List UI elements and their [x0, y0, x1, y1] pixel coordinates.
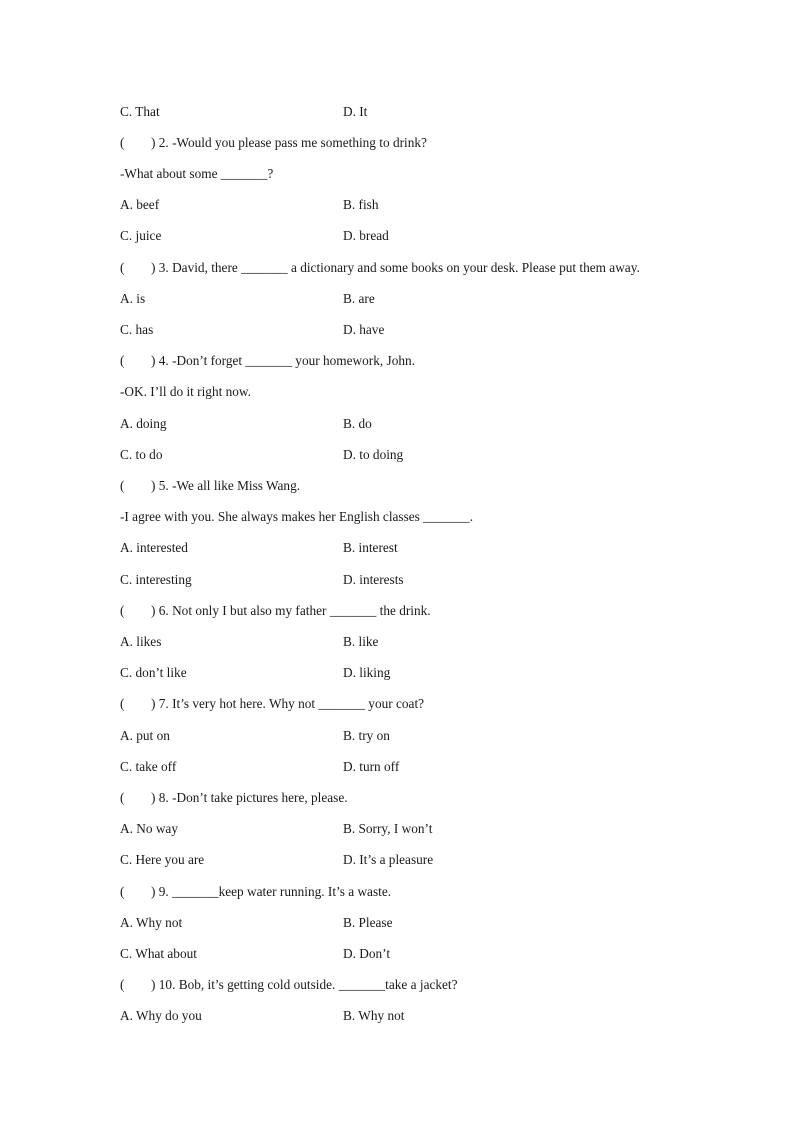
question-5-line-2: -I agree with you. She always makes her English classes _______.: [120, 509, 474, 524]
q3-option-b: B. are: [343, 291, 375, 306]
q9-option-b: B. Please: [343, 915, 393, 930]
q4-option-a: A. doing: [120, 416, 167, 431]
q4-option-d: D. to doing: [343, 447, 404, 462]
q9-option-a: A. Why not: [120, 915, 183, 930]
q2-option-a: A. beef: [120, 197, 160, 212]
question-4: ( ) 4. -Don’t forget _______ your homework, John.: [120, 353, 415, 368]
question-2-line-2: -What about some _______?: [120, 166, 274, 181]
q2-option-d: D. bread: [343, 228, 389, 243]
question-3: ( ) 3. David, there _______ a dictionary and some books on your desk. Please put them away.: [120, 260, 640, 275]
q9-option-d: D. Don’t: [343, 946, 391, 961]
question-2: ( ) 2. -Would you please pass me something to drink?: [120, 135, 427, 150]
q4-option-b: B. do: [343, 416, 372, 431]
question-5: ( ) 5. -We all like Miss Wang.: [120, 478, 301, 493]
question-10: ( ) 10. Bob, it’s getting cold outside. _______take a jacket?: [120, 977, 458, 992]
q5-option-d: D. interests: [343, 572, 404, 587]
q6-option-b: B. like: [343, 634, 379, 649]
q3-option-d: D. have: [343, 322, 385, 337]
q5-option-b: B. interest: [343, 540, 398, 555]
q10-option-a: A. Why do you: [120, 1008, 202, 1023]
q7-option-a: A. put on: [120, 728, 170, 743]
q9-option-c: C. What about: [120, 946, 197, 961]
q7-option-d: D. turn off: [343, 759, 400, 774]
q6-option-d: D. liking: [343, 665, 391, 680]
q2-option-b: B. fish: [343, 197, 379, 212]
question-9: ( ) 9. _______keep water running. It’s a waste.: [120, 884, 392, 899]
question-7: ( ) 7. It’s very hot here. Why not _______ your coat?: [120, 696, 425, 711]
q7-option-b: B. try on: [343, 728, 390, 743]
q8-option-b: B. Sorry, I won’t: [343, 821, 433, 836]
q8-option-a: A. No way: [120, 821, 178, 836]
q8-option-c: C. Here you are: [120, 852, 205, 867]
q1-option-c: C. That: [120, 104, 160, 119]
q5-option-c: C. interesting: [120, 572, 192, 587]
q7-option-c: C. take off: [120, 759, 177, 774]
q6-option-c: C. don’t like: [120, 665, 187, 680]
q4-option-c: C. to do: [120, 447, 163, 462]
question-4-line-2: -OK. I’ll do it right now.: [120, 384, 251, 399]
q1-option-d: D. It: [343, 104, 368, 119]
q6-option-a: A. likes: [120, 634, 162, 649]
q3-option-a: A. is: [120, 291, 146, 306]
q2-option-c: C. juice: [120, 228, 162, 243]
question-8: ( ) 8. -Don’t take pictures here, please.: [120, 790, 348, 805]
q5-option-a: A. interested: [120, 540, 188, 555]
q3-option-c: C. has: [120, 322, 154, 337]
question-6: ( ) 6. Not only I but also my father _______ the drink.: [120, 603, 431, 618]
q8-option-d: D. It’s a pleasure: [343, 852, 434, 867]
q10-option-b: B. Why not: [343, 1008, 405, 1023]
